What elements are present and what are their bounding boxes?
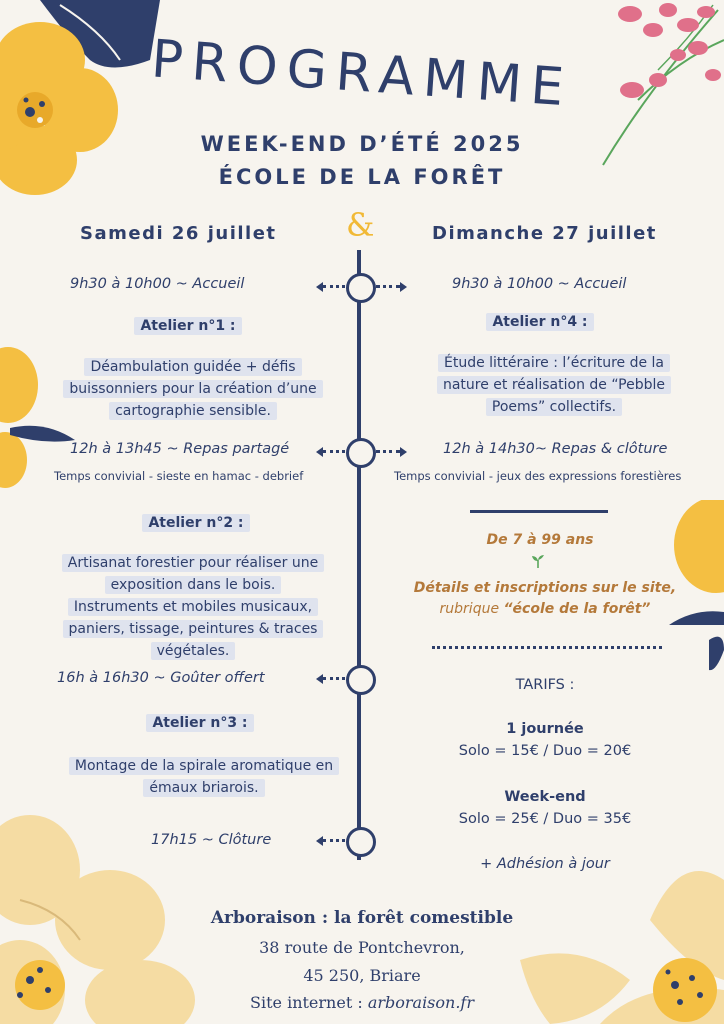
age-range: De 7 à 99 ans [486, 532, 594, 548]
arrow-right-icon [400, 282, 407, 292]
tarifs-heading: TARIFS : [515, 677, 575, 693]
sunday-repas: 12h à 14h30~ Repas & clôture [443, 441, 668, 457]
tarif-weekend-price: Solo = 25€ / Duo = 35€ [458, 811, 632, 827]
atelier3-title: Atelier n°3 : [146, 714, 253, 732]
sunday-heading: Dimanche 27 juillet [432, 223, 657, 244]
arrow-left-icon [316, 282, 323, 292]
sprout-icon [530, 553, 546, 569]
arrow-left-icon [316, 674, 323, 684]
saturday-gouter: 16h à 16h30 ~ Goûter offert [57, 670, 265, 686]
org-name: Arboraison : la forêt comestible [210, 908, 514, 928]
sunday-accueil: 9h30 à 10h00 ~ Accueil [452, 276, 627, 292]
dotted-connector [376, 450, 400, 453]
subtitle-ecole: ÉCOLE DE LA FORÊT [218, 165, 506, 189]
timeline-node-repas [346, 438, 376, 468]
ampersand-ornament: & [346, 206, 375, 244]
dotted-connector [323, 839, 345, 842]
website-link[interactable]: arboraison.fr [367, 993, 474, 1012]
address-line2: 45 250, Briare [303, 966, 421, 985]
arrow-left-icon [316, 447, 323, 457]
dotted-connector [376, 285, 400, 288]
sunday-repas-detail: Temps convivial - jeux des expressions forestières [394, 469, 682, 483]
atelier2-description: Artisanat forestier pour réaliser une exposition dans le bois. Instruments et mobiles musicaux, paniers, tissage, peintures & traces végétales. [0, 552, 386, 662]
saturday-repas-detail: Temps convivial - sieste en hamac - debrief [54, 469, 304, 483]
arrow-left-icon [316, 836, 323, 846]
tarif-day-price: Solo = 15€ / Duo = 20€ [458, 743, 632, 759]
atelier2-title: Atelier n°2 : [142, 514, 249, 532]
timeline-node-gouter [346, 665, 376, 695]
adhesion-note: + Adhésion à jour [480, 856, 610, 872]
atelier4-description: Étude littéraire : l’écriture de la nature et réalisation de “Pebble Poems” collectifs. [408, 352, 700, 418]
rubrique-name: “école de la forêt” [503, 601, 651, 617]
arrow-right-icon [400, 447, 407, 457]
website-line [0, 993, 724, 1012]
details-line1: Détails et inscriptions sur le site, [413, 580, 677, 596]
page-title: PROGRAMME [149, 29, 575, 119]
saturday-cloture: 17h15 ~ Clôture [151, 832, 272, 848]
atelier4-title: Atelier n°4 : [486, 313, 593, 331]
saturday-accueil: 9h30 à 10h00 ~ Accueil [70, 276, 245, 292]
atelier3-description: Montage de la spirale aromatique en émaux briarois. [0, 755, 408, 799]
dotted-connector [323, 677, 345, 680]
saturday-heading: Samedi 26 juillet [80, 223, 277, 244]
timeline-node-cloture [346, 827, 376, 857]
website-label: Site internet : [250, 993, 368, 1012]
saturday-repas: 12h à 13h45 ~ Repas partagé [70, 441, 290, 457]
atelier1-description: Déambulation guidée + défis buissonniers pour la création d’une cartographie sensible. [0, 356, 386, 422]
subtitle-weekend: WEEK-END D’ÉTÉ 2025 [200, 132, 524, 156]
details-line2: rubrique “école de la forêt” [439, 601, 651, 617]
timeline-node-accueil [346, 273, 376, 303]
dotted-connector [323, 450, 345, 453]
address-line1: 38 route de Pontchevron, [259, 938, 465, 957]
tarif-day-label: 1 journée [506, 721, 584, 737]
dotted-divider [432, 646, 662, 649]
tarif-weekend-label: Week-end [504, 789, 586, 805]
divider-line [470, 510, 608, 513]
dotted-connector [323, 285, 345, 288]
atelier1-title: Atelier n°1 : [134, 317, 241, 335]
